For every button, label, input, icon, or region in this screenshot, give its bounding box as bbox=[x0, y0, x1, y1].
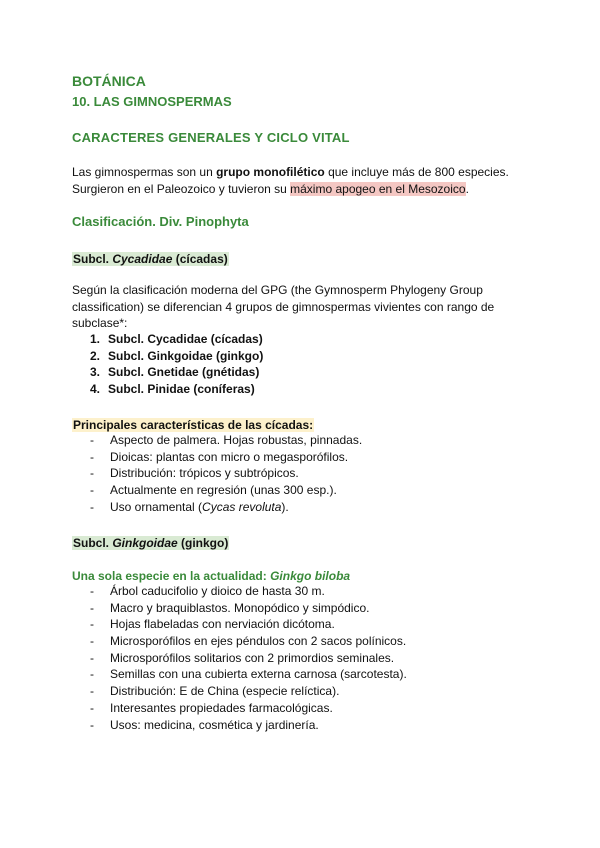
list-dash: - bbox=[90, 700, 94, 715]
list-item-label: Subcl. Cycadidae (cícadas) bbox=[108, 332, 263, 346]
list-item-text: Dioicas: plantas con micro o megasporófilos. bbox=[110, 449, 349, 464]
ginkgo-heading bbox=[72, 568, 350, 584]
subclass-prefix: Subcl. bbox=[73, 252, 113, 266]
list-dash: - bbox=[90, 600, 94, 615]
list-item bbox=[90, 331, 263, 348]
list-item bbox=[90, 499, 362, 516]
list-item-label: Subcl. Ginkgoidae (ginkgo) bbox=[108, 348, 264, 363]
list-item bbox=[90, 650, 407, 667]
intro-bold: grupo monofilético bbox=[216, 165, 325, 179]
groups-list bbox=[90, 331, 264, 398]
list-item bbox=[90, 633, 407, 650]
classification-heading: Clasificación. Div. Pinophyta bbox=[72, 214, 249, 229]
list-item bbox=[90, 465, 362, 482]
intro-text-4: . bbox=[465, 181, 469, 196]
list-item-text: Hojas flabeladas con nerviación dicótoma. bbox=[110, 617, 335, 632]
list-dash: - bbox=[90, 433, 94, 447]
chapter-heading: 10. LAS GIMNOSPERMAS bbox=[72, 94, 232, 109]
list-dash: - bbox=[90, 667, 94, 682]
list-item bbox=[90, 616, 407, 633]
cycad-heading-label: Principales características de las cícadas: bbox=[73, 418, 314, 432]
list-item-text: ). bbox=[281, 499, 289, 514]
list-item bbox=[90, 482, 362, 499]
list-item bbox=[90, 700, 407, 717]
subclass-name: Ginkgoidae bbox=[112, 536, 178, 550]
list-item-text: Microsporófilos en ejes péndulos con 2 sacos polínicos. bbox=[110, 634, 407, 649]
list-item bbox=[90, 432, 363, 449]
list-dash: - bbox=[90, 684, 94, 699]
list-item-text: Distribución: trópicos y subtrópicos. bbox=[110, 466, 299, 481]
cycad-characteristics-list bbox=[90, 432, 363, 515]
list-dash: - bbox=[90, 617, 94, 632]
list-dash: - bbox=[90, 584, 94, 598]
list-item-text: Actualmente en regresión (unas 300 esp.). bbox=[110, 483, 337, 498]
list-item bbox=[90, 449, 362, 466]
subclass-ginkgoidae-heading bbox=[72, 534, 229, 552]
list-item bbox=[90, 600, 407, 617]
list-item-text: Microsporófilos solitarios con 2 primordios seminales. bbox=[110, 650, 395, 665]
list-item-label: Subcl. Pinidae (coníferas) bbox=[108, 382, 255, 397]
document-title: BOTÁNICA bbox=[72, 73, 146, 89]
subclass-cycadidae-heading bbox=[72, 250, 229, 268]
list-number: 1. bbox=[90, 332, 101, 346]
list-item bbox=[90, 381, 263, 398]
list-number: 3. bbox=[90, 365, 101, 380]
list-dash: - bbox=[90, 449, 94, 464]
list-item bbox=[90, 583, 407, 600]
list-item-label: Subcl. Gnetidae (gnétidas) bbox=[108, 365, 260, 380]
intro-text-1: Las gimnospermas son un bbox=[72, 165, 217, 179]
ginkgo-heading-text: Una sola especie en la actualidad: bbox=[72, 569, 271, 583]
list-item-text: Aspecto de palmera. Hojas robustas, pinnadas. bbox=[110, 433, 363, 447]
list-item bbox=[90, 666, 407, 683]
list-item bbox=[90, 717, 407, 734]
subclass-suffix: (cícadas) bbox=[172, 252, 228, 266]
list-item-text: Semillas con una cubierta externa carnosa (sarcotesta). bbox=[110, 667, 407, 682]
list-item bbox=[90, 683, 407, 700]
list-item bbox=[90, 348, 264, 365]
list-dash: - bbox=[90, 634, 94, 649]
list-dash: - bbox=[90, 717, 94, 732]
list-item-text: Distribución: E de China (especie relíctica). bbox=[110, 684, 340, 699]
intro-highlight: máximo apogeo en el Mesozoico bbox=[290, 181, 466, 196]
section-heading: CARACTERES GENERALES Y CICLO VITAL bbox=[72, 130, 350, 145]
list-item-text: Macro y braquiblastos. Monopódico y simpódico. bbox=[110, 600, 370, 615]
list-dash: - bbox=[90, 483, 94, 498]
species-name: Cycas revoluta bbox=[202, 499, 282, 514]
list-number: 4. bbox=[90, 382, 101, 397]
list-dash: - bbox=[90, 650, 94, 665]
subclass-cycadidae-label bbox=[72, 252, 229, 266]
list-dash: - bbox=[90, 466, 94, 481]
intro-text-3: Surgieron en el Paleozoico y tuvieron su bbox=[72, 181, 291, 196]
intro-text-2: que incluye más de 800 especies. bbox=[324, 165, 509, 179]
list-item bbox=[90, 364, 263, 381]
intro-paragraph bbox=[72, 164, 532, 197]
list-item-text: Árbol caducifolio y dioico de hasta 30 m. bbox=[110, 584, 325, 598]
list-number: 2. bbox=[90, 348, 101, 363]
gpg-paragraph: Según la clasificación moderna del GPG (the Gymnosperm Phylogeny Group classification) se diferencian 4 grupos de gimnospermas vivientes con rango de subclase*: bbox=[72, 283, 495, 330]
list-dash: - bbox=[90, 499, 94, 514]
subclass-ginkgoidae-label bbox=[72, 536, 229, 550]
list-item-text: Interesantes propiedades farmacológicas. bbox=[110, 700, 333, 715]
subclass-suffix: (ginkgo) bbox=[177, 536, 229, 550]
ginkgo-characteristics-list bbox=[90, 583, 407, 733]
ginkgo-species-name: Ginkgo biloba bbox=[270, 569, 351, 583]
subclass-name: Cycadidae bbox=[112, 252, 173, 266]
subclass-prefix: Subcl. bbox=[73, 536, 113, 550]
list-item-text: Uso ornamental ( bbox=[110, 499, 203, 514]
list-item-text: Usos: medicina, cosmética y jardinería. bbox=[110, 717, 319, 732]
